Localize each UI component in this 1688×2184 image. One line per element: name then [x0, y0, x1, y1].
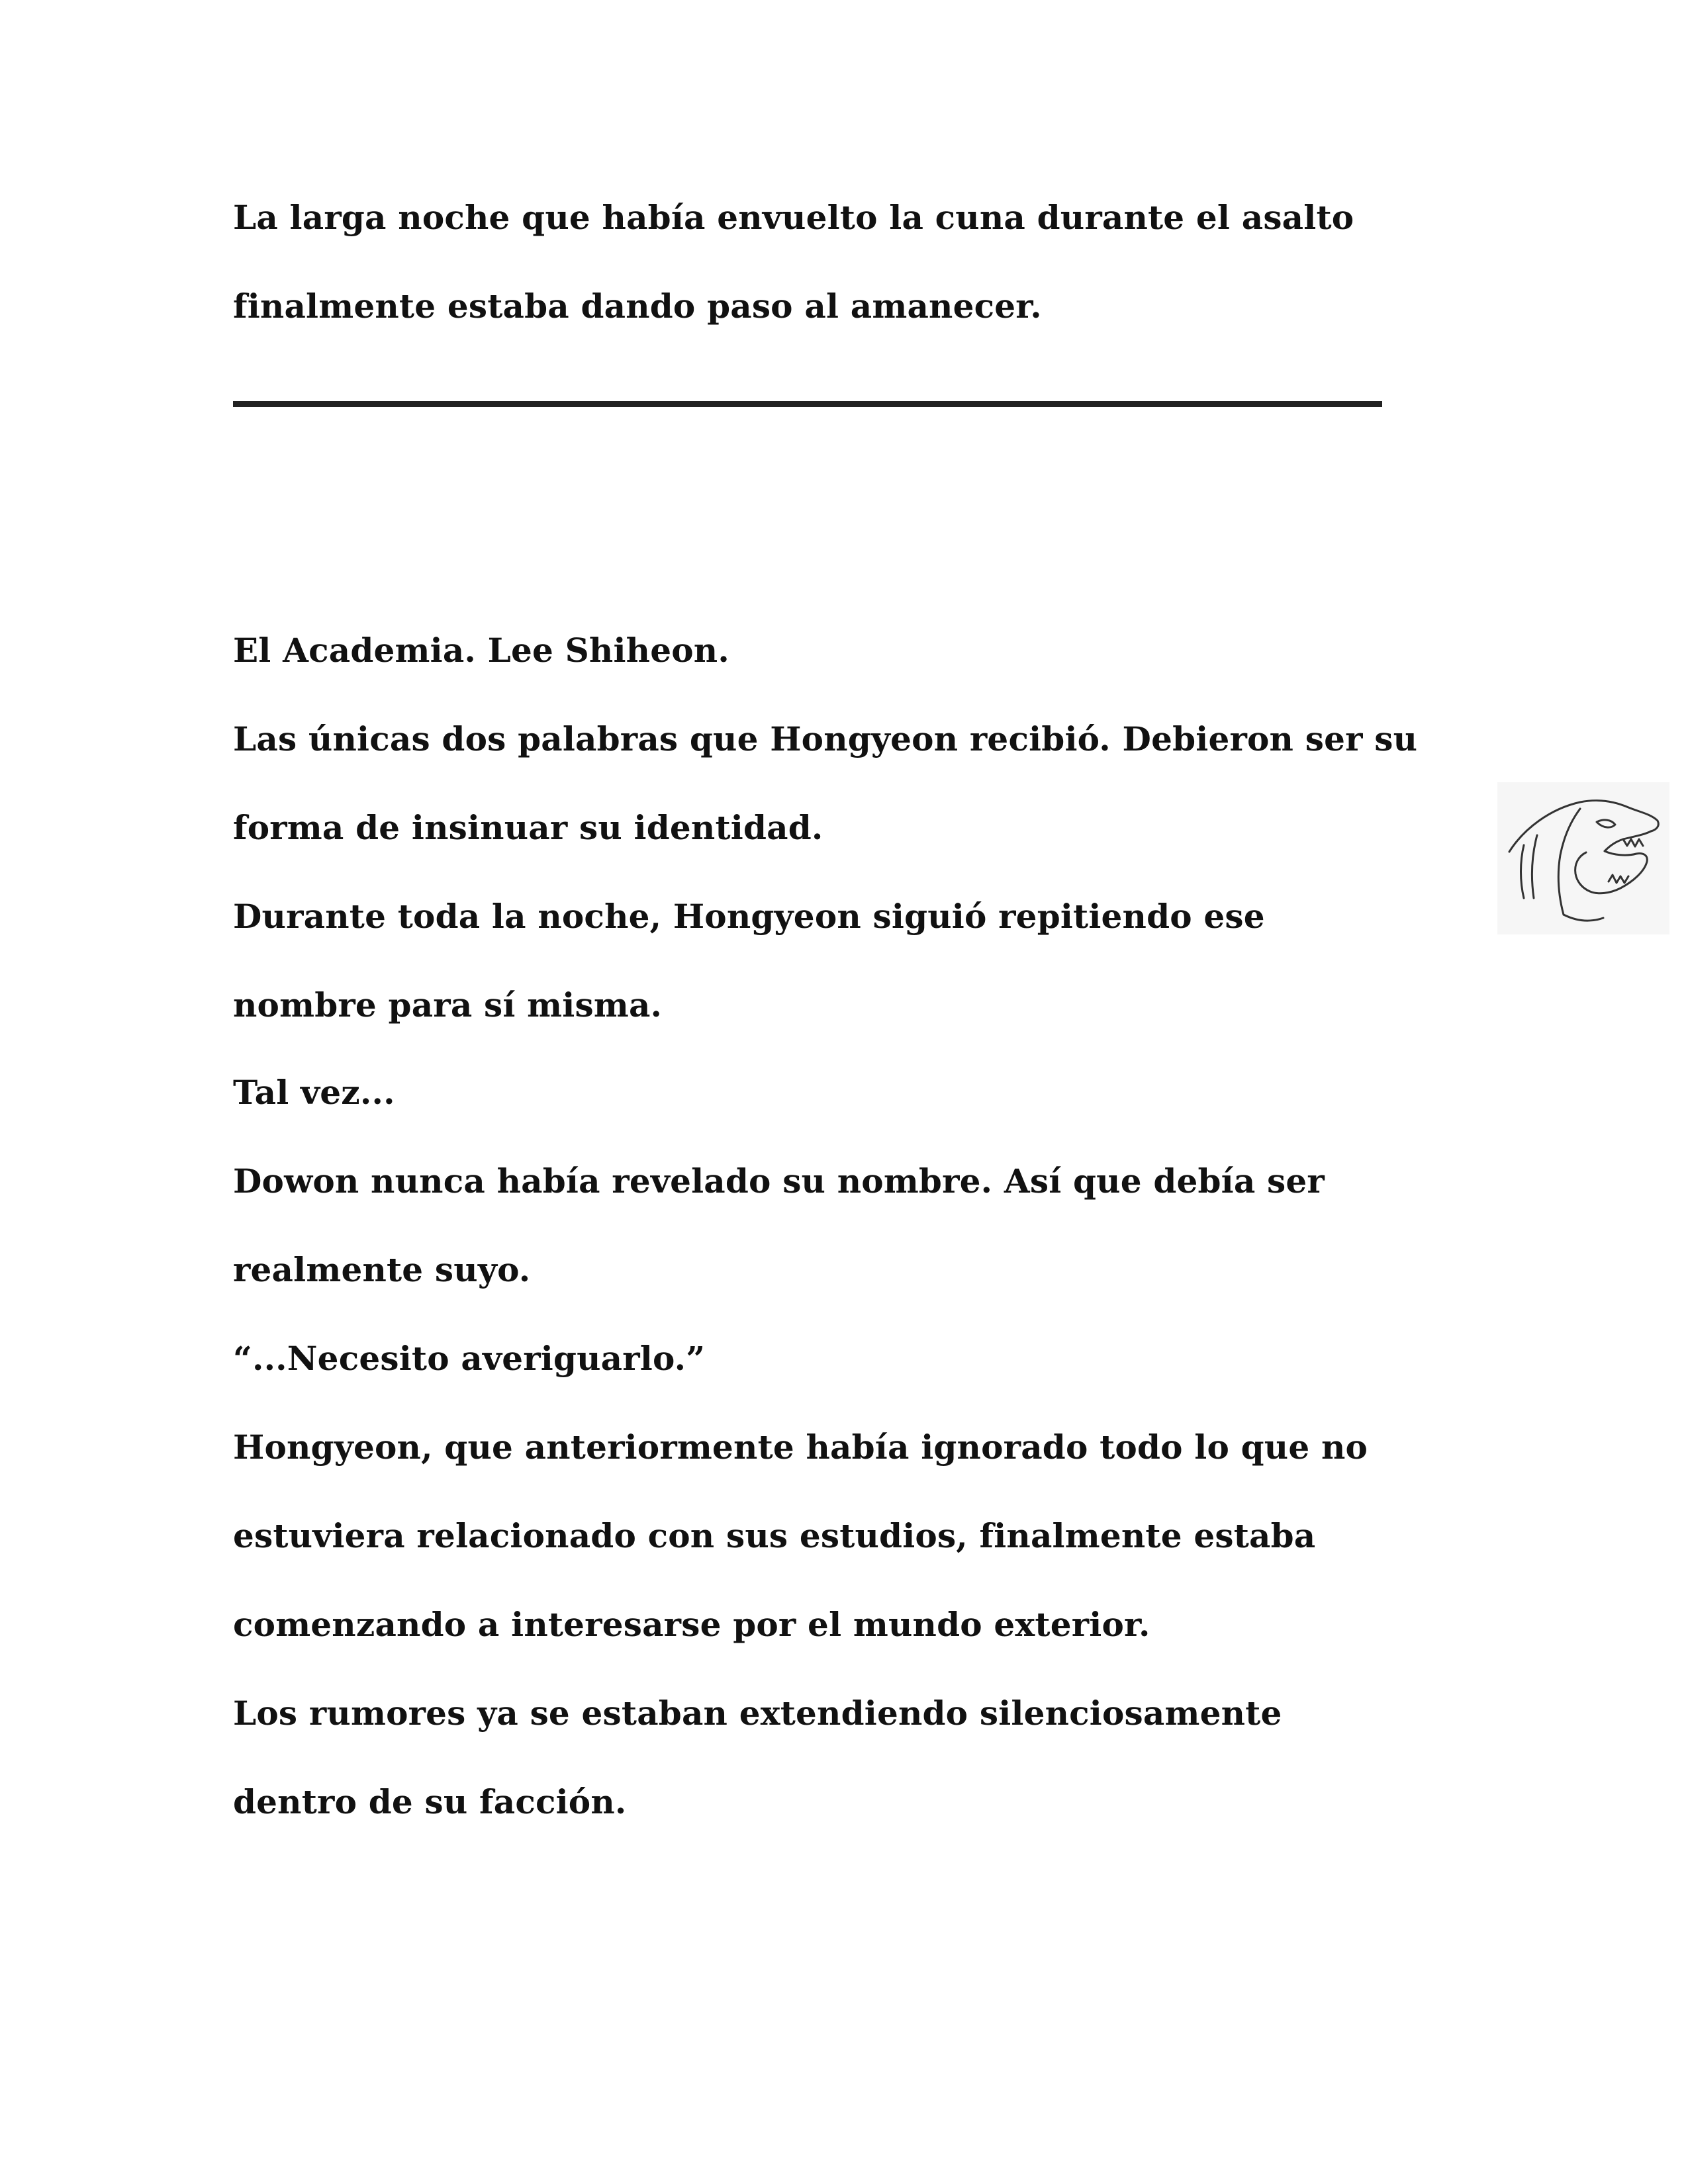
text-line: “...Necesito averiguarlo.”: [233, 1339, 706, 1378]
text-line: dentro de su facción.: [233, 1782, 627, 1821]
text-line: finalmente estaba dando paso al amanecer.: [233, 287, 1042, 326]
text-line: La larga noche que había envuelto la cuna durante el asalto: [233, 198, 1354, 237]
dinosaur-head-sketch-icon: [1497, 782, 1669, 934]
text-line: comenzando a interesarse por el mundo exterior.: [233, 1605, 1150, 1644]
section-divider: [233, 401, 1382, 407]
text-line: Tal vez...: [233, 1073, 395, 1112]
text-line: Los rumores ya se estaban extendiendo silenciosamente: [233, 1694, 1282, 1733]
text-line: Hongyeon, que anteriormente había ignorado todo lo que no: [233, 1428, 1368, 1467]
text-line: El Academia. Lee Shiheon.: [233, 631, 729, 670]
text-line: realmente suyo.: [233, 1250, 531, 1289]
text-line: Durante toda la noche, Hongyeon siguió repitiendo ese: [233, 897, 1265, 936]
text-line: forma de insinuar su identidad.: [233, 808, 823, 847]
text-line: nombre para sí misma.: [233, 985, 663, 1024]
text-line: Las únicas dos palabras que Hongyeon recibió. Debieron ser su: [233, 719, 1418, 758]
text-line: estuviera relacionado con sus estudios, finalmente estaba: [233, 1516, 1316, 1555]
text-line: Dowon nunca había revelado su nombre. Así que debía ser: [233, 1161, 1325, 1201]
